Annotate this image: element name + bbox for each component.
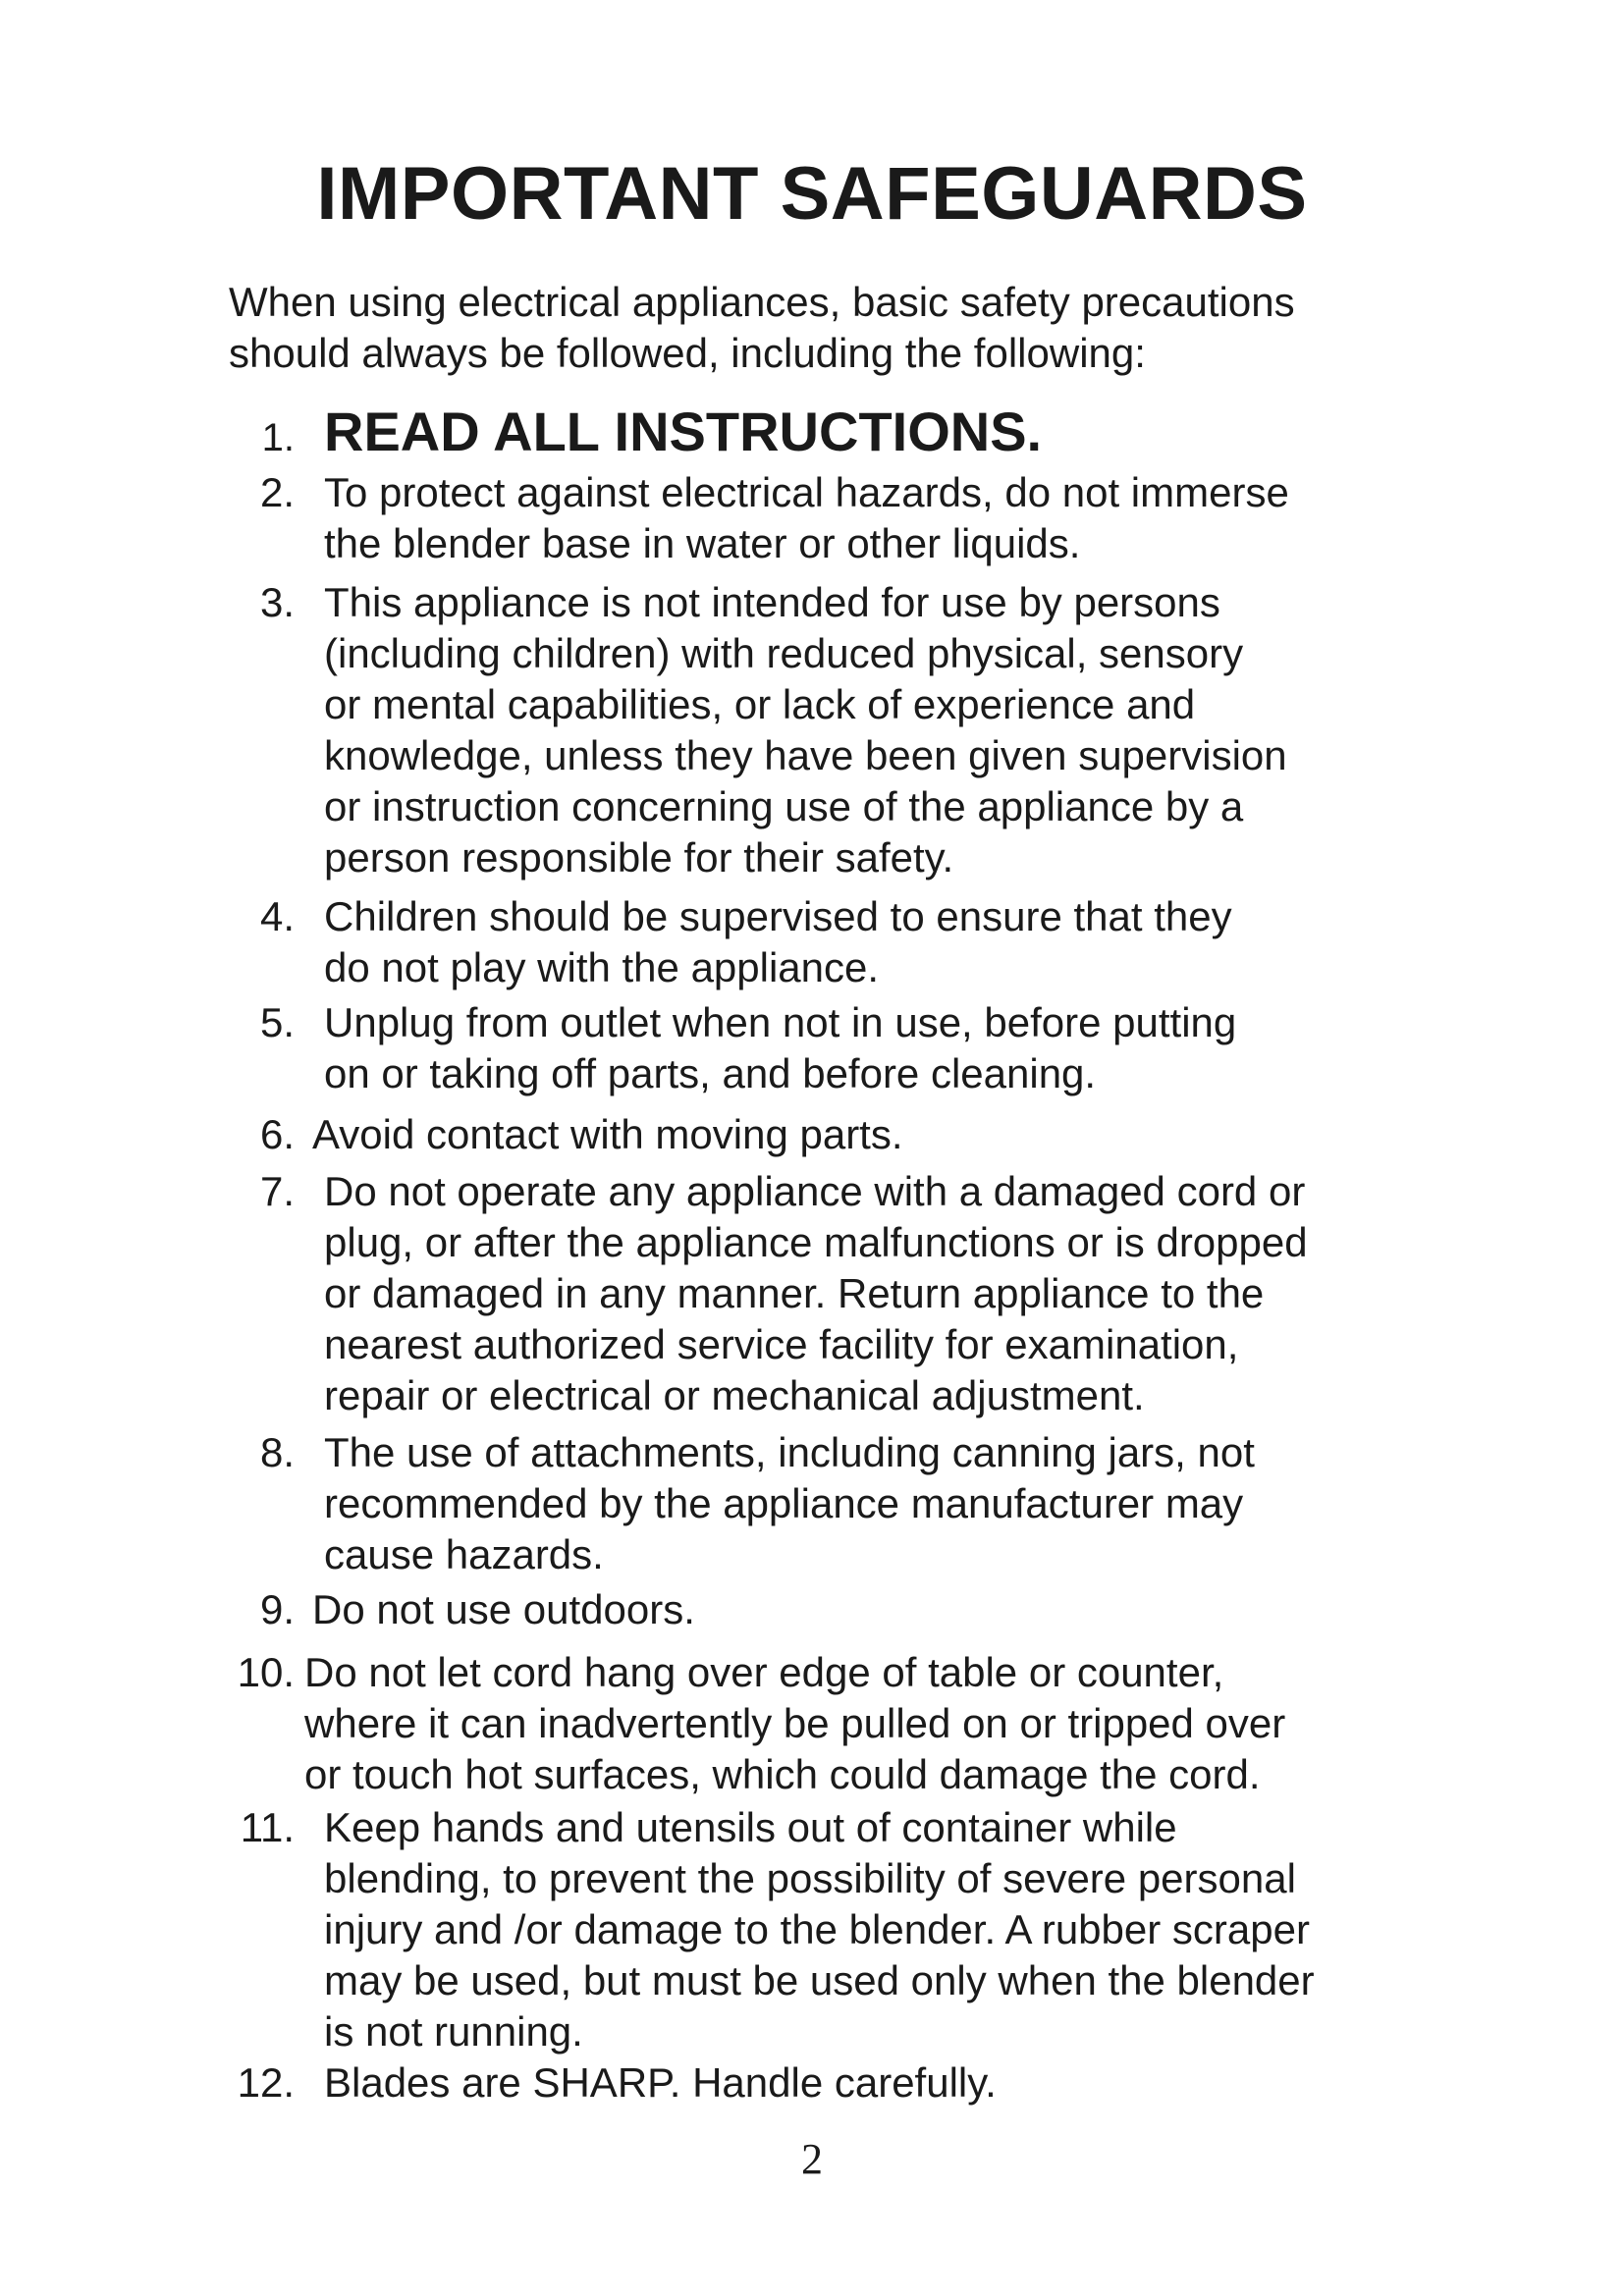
list-item-text: Unplug from outlet when not in use, before putting on or taking off parts, and before cleaning. [324,999,1237,1096]
list-item-number: 4. [259,893,295,939]
list-item-number: 9. [259,1586,295,1632]
list-item-number: 6. [259,1111,295,1157]
list-item-number: 1. [261,416,295,459]
list-item-text: Blades are SHARP. Handle carefully. [324,2059,997,2106]
list-item-number: 11. [240,1804,295,1850]
intro-paragraph: When using electrical appliances, basic safety precautions should always be followed, including the following: [229,279,1295,376]
list-item-number: 12. [237,2059,295,2106]
list-item-text: Children should be supervised to ensure that they do not play with the appliance. [324,893,1232,990]
list-item-text: Do not let cord hang over edge of table or counter, where it can inadvertently be pulled on or tripped over or touch hot surfaces, which could damage the cord. [304,1649,1286,1797]
list-item-text: Do not operate any appliance with a damaged cord or plug, or after the appliance malfunctions or is dropped or damaged in any manner. Return appliance to the nearest authorized service facility for examination, repair or electrical or mechanical adjustment. [324,1168,1308,1418]
list-item-number: 5. [259,999,295,1045]
list-item-number: 7. [259,1168,295,1214]
list-item-text: To protect against electrical hazards, do not immerse the blender base in water or other liquids. [324,469,1289,566]
list-item-text: This appliance is not intended for use by persons (including children) with reduced physical, sensory or mental capabilities, or lack of experience and knowledge, unless they have been given supervision or instruction concerning use of the appliance by a person responsible for their safety. [324,579,1287,881]
list-item-text: Do not use outdoors. [312,1586,695,1632]
list-item-text: Avoid contact with moving parts. [312,1111,903,1157]
page-number: 2 [801,2135,823,2183]
list-item-number: 8. [259,1429,295,1475]
list-item-text: READ ALL INSTRUCTIONS. [324,400,1043,462]
list-item-number: 10. [237,1649,295,1695]
list-item-number: 3. [259,579,295,625]
list-item-text: Keep hands and utensils out of container while blending, to prevent the possibility of severe personal injury and /or damage to the blender. A rubber scraper may be used, but must be used only when the blender is not running. [324,1804,1315,2055]
list-item-number: 2. [259,469,295,515]
page-title: IMPORTANT SAFEGUARDS [316,152,1308,236]
list-item-text: The use of attachments, including canning jars, not recommended by the appliance manufacturer may cause hazards. [324,1429,1255,1577]
